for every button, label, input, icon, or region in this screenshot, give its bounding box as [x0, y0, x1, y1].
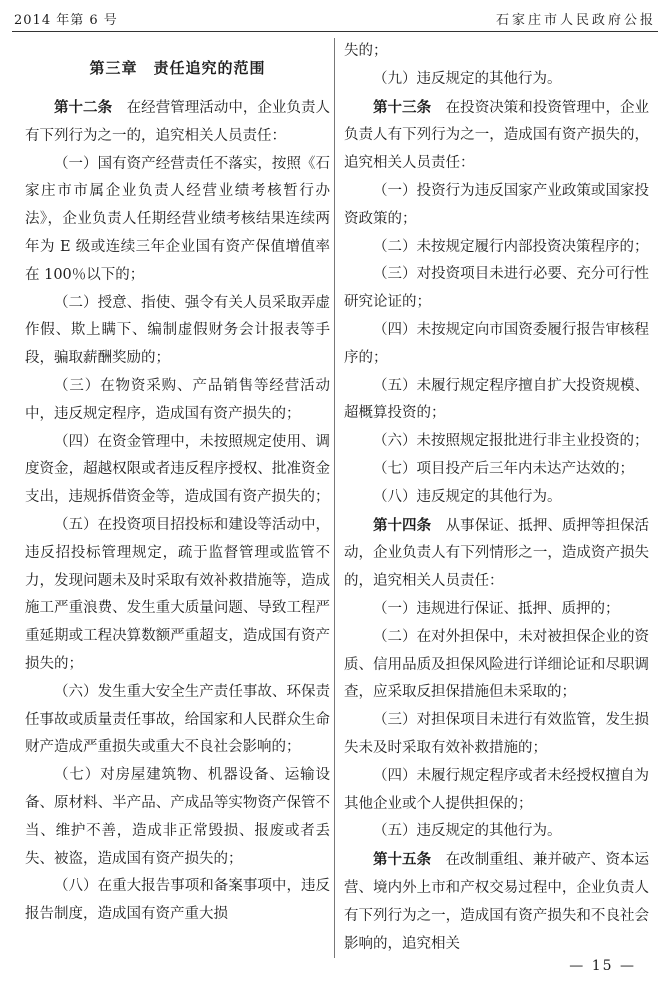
article-13-item: （七）项目投产后三年内未达产达效的； — [373, 460, 634, 477]
article-12-item: （七）对房屋建筑物、机器设备、运输设备、原材料、半产品、产成品等实物资产保管不当、维护不善，造成非正常毁损、报废或者丢失、被盗，造成国有资产损失的； — [25, 767, 330, 867]
article-15-label: 第十五条 — [373, 851, 432, 869]
article-14 — [344, 512, 649, 596]
article-13 — [344, 94, 649, 178]
article-14-item: （五）违反规定的其他行为。 — [373, 823, 562, 840]
page-number: — 15 — — [569, 958, 636, 974]
article-12-item: （四）在资金管理中，未按照规定使用、调度资金，超越权限或者违反程序授权、批准资金支出，违规拆借资金等，造成国有资产损失的； — [25, 433, 330, 506]
article-14-text: 从事保证、抵押、质押等担保活动，企业负责人有下列情形之一，造成资产损失的，追究相关人员责任： — [344, 517, 650, 590]
article-13-item: （六）未按照规定报批进行非主业投资的； — [373, 433, 649, 450]
column-divider — [334, 38, 335, 958]
article-14-item: （四）未履行规定程序或者未经授权擅自为其他企业或个人提供担保的； — [344, 767, 649, 812]
article-12-item: （六）发生重大安全生产责任事故、环保责任事故或质量责任事故，给国家和人民群众生命财产造成严重损失或重大不良社会影响的； — [25, 683, 330, 756]
article-13-item: （一）投资行为违反国家产业政策或国家投资政策的； — [344, 182, 649, 227]
article-13-item: （二）未按规定履行内部投资决策程序的； — [373, 238, 649, 255]
article-12-item: （八）在重大报告事项和备案事项中，违反报告制度，造成国有资产重大损 — [25, 878, 330, 923]
continued-text: 失的； — [344, 43, 388, 59]
journal-issue: 2014 年第 6 号 — [14, 13, 118, 28]
article-12-label: 第十二条 — [54, 99, 113, 116]
chapter-title: 第三章 责任追究的范围 — [89, 59, 266, 77]
article-15 — [344, 846, 649, 958]
article-13-item: （五）未履行规定程序擅自扩大投资规模、超概算投资的； — [344, 377, 649, 422]
article-13-item: （四）未按规定向市国资委履行报告审核程序的； — [344, 321, 649, 366]
article-12-item: （五）在投资项目招投标和建设等活动中，违反招投标管理规定，疏于监督管理或监管不力，发现问题未及时采取有效补救措施等，造成施工严重浪费、发生重大质量问题、导致工程严重延期或工程决算数额严重超支，造成国有资产损失的； — [25, 516, 330, 672]
article-14-label: 第十四条 — [373, 516, 432, 534]
journal-title: 石家庄市人民政府公报 — [495, 13, 656, 28]
article-13-text: 在投资决策和投资管理中，企业负责人有下列行为之一，造成国有资产损失的，追究相关人员责任： — [344, 99, 650, 172]
article-12-item: （三）在物资采购、产品销售等经营活动中，违反规定程序，造成国有资产损失的； — [25, 377, 330, 422]
article-12-text: 在经营管理活动中，企业负责人有下列行为之一的，追究相关人员责任： — [25, 100, 331, 144]
article-12-item: （九）违反规定的其他行为。 — [373, 70, 562, 87]
left-column — [25, 38, 330, 929]
article-12 — [25, 94, 330, 151]
article-13-item: （八）违反规定的其他行为。 — [373, 488, 562, 505]
article-12-item: （一）国有资产经营责任不落实，按照《石家庄市市属企业负责人经营业绩考核暂行办法》，企业负责人任期经营业绩考核结果连续两年为 E 级或连续三年企业国有资产保值增值率在 100％以下的； — [25, 155, 330, 283]
article-14-item: （一）违规进行保证、抵押、质押的； — [373, 600, 620, 617]
article-13-label: 第十三条 — [373, 98, 432, 116]
article-14-item: （二）在对外担保中，未对被担保企业的资质、信用品质及担保风险进行详细论证和尽职调查，应采取反担保措施但未采取的； — [344, 628, 649, 701]
header-rule — [12, 31, 658, 32]
article-13-item: （三）对投资项目未进行必要、充分可行性研究论证的； — [344, 266, 649, 311]
article-14-item: （三）对担保项目未进行有效监管，发生损失未及时采取有效补救措施的； — [344, 712, 649, 756]
article-15-text: 在改制重组、兼并破产、资本运营、境内外上市和产权交易过程中，企业负责人有下列行为之一，造成国有资产损失和不良社会影响的，追究相关 — [344, 852, 650, 952]
article-12-item: （二）授意、指使、强令有关人员采取弄虚作假、欺上瞒下、编制虚假财务会计报表等手段，骗取薪酬奖励的； — [25, 294, 330, 367]
right-column — [344, 38, 649, 958]
